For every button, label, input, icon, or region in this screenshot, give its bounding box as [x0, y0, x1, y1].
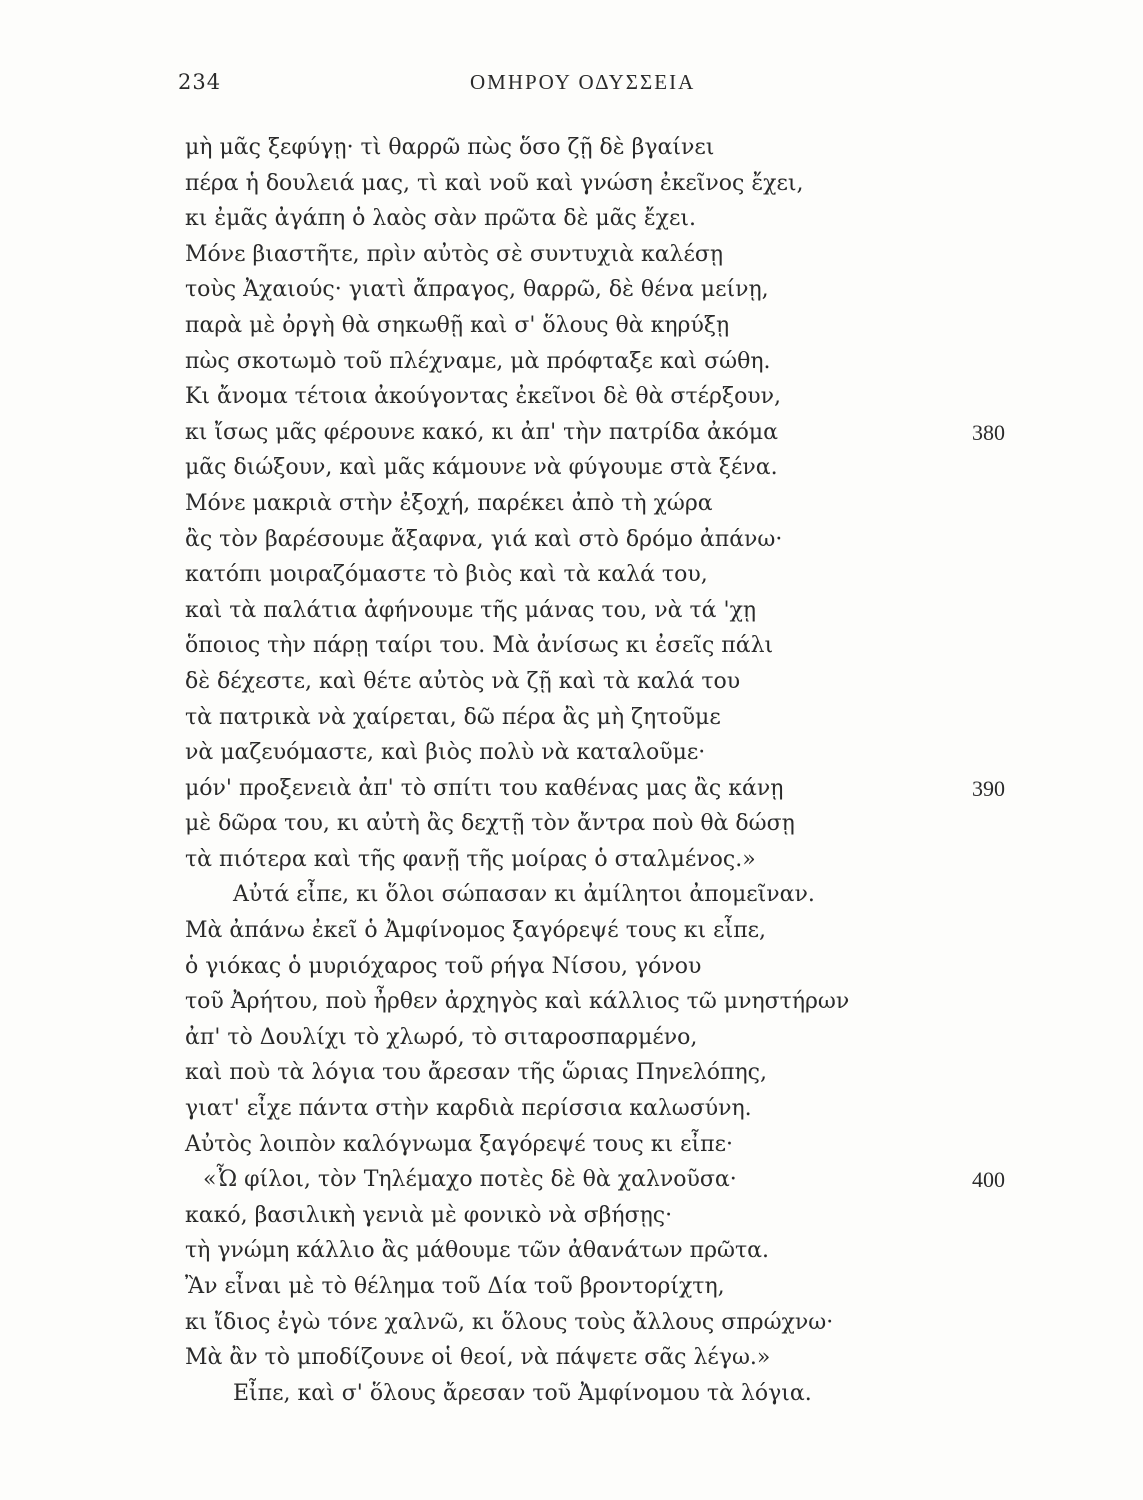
verse-line-text: Ἂν εἶναι μὲ τὸ θέλημα τοῦ Δία τοῦ βροντορίχτη, [185, 1274, 725, 1299]
verse-line-text: «Ὦ φίλοι, τὸν Τηλέμαχο ποτὲς δὲ θὰ χαλνοῦσα· [203, 1167, 737, 1193]
verse-line-text: τὰ πιότερα καὶ τῆς φανῇ τῆς μοίρας ὁ σταλμένος.» [185, 846, 756, 872]
verse-line [185, 557, 1085, 593]
verse-line-text: νὰ μαζευόμαστε, καὶ βιὸς πολὺ νὰ καταλοῦμε· [185, 740, 706, 766]
verse-line [185, 201, 1085, 237]
verse-line-text: τοῦ Ἀρήτου, ποὺ ἦρθεν ἀρχηγὸς καὶ κάλλιος τῶ μνηστήρων [185, 989, 850, 1015]
verse-line-text: Αὐτὸς λοιπὸν καλόγνωμα ξαγόρεψέ τους κι εἶπε· [185, 1131, 733, 1157]
verse-line-text: κατόπι μοιραζόμαστε τὸ βιὸς καὶ τὰ καλά του, [185, 562, 708, 588]
verse-line [185, 344, 1085, 380]
verse-line-text: κακό, βασιλικὴ γενιὰ μὲ φονικὸ νὰ σβήσῃς· [185, 1202, 673, 1228]
verse-line [185, 1091, 1085, 1127]
verse-line-text: μᾶς διώξουν, καὶ μᾶς κάμουνε νὰ φύγουμε στὰ ξένα. [185, 455, 778, 481]
verse-line [185, 486, 1085, 522]
verse-line [185, 1305, 1085, 1341]
verse-line [185, 308, 1085, 344]
verse-line-text: ἀπ' τὸ Δουλίχι τὸ χλωρό, τὸ σιταροσπαρμένο, [185, 1024, 698, 1050]
verse-line [185, 806, 1085, 842]
verse-line-text: πὼς σκοτωμὸ τοῦ πλέχναμε, μὰ πρόφταξε καὶ σώθη. [185, 348, 771, 374]
line-number: 390 [972, 775, 1005, 801]
verse-line [185, 1162, 1085, 1198]
verse-line [185, 1198, 1085, 1234]
line-number: 400 [972, 1167, 1005, 1193]
verse-line [185, 771, 1085, 807]
verse-line [185, 664, 1085, 700]
verse-line [185, 949, 1085, 985]
verse-line [185, 272, 1085, 308]
verse-line [185, 166, 1085, 202]
verse-line-text: ἂς τὸν βαρέσουμε ἄξαφνα, γιά καὶ στὸ δρόμο ἀπάνω· [185, 526, 783, 552]
line-number: 380 [972, 419, 1005, 445]
verse-line [185, 1020, 1085, 1056]
verse-line-text: Μὰ ἂν τὸ μποδίζουνε οἱ θεοί, νὰ πάψετε σᾶς λέγω.» [185, 1345, 771, 1371]
verse-line-text: Μόνε βιαστῆτε, πρὶν αὐτὸς σὲ συντυχιὰ καλέσῃ [185, 241, 724, 267]
verse-line-text: πέρα ἡ δουλειά μας, τὶ καὶ νοῦ καὶ γνώση ἐκεῖνος ἔχει, [185, 170, 804, 196]
verse-line [185, 984, 1085, 1020]
verse-line [185, 877, 1085, 913]
verse-line [185, 522, 1085, 558]
verse-line-text: δὲ δέχεστε, καὶ θέτε αὐτὸς νὰ ζῇ καὶ τὰ καλά του [185, 668, 741, 694]
verse-line-text: ὁ γιόκας ὁ μυριόχαρος τοῦ ρήγα Νίσου, γόνου [185, 953, 702, 979]
verse-line [185, 1233, 1085, 1269]
verse-line-text: Αὐτά εἶπε, κι ὅλοι σώπασαν κι ἀμίλητοι ἀπομεῖναν. [233, 882, 815, 908]
verse-line [185, 1269, 1085, 1305]
verse-line-text: τὴ γνώμη κάλλιο ἂς μάθουμε τῶν ἀθανάτων πρῶτα. [185, 1238, 770, 1264]
verse-line-text: παρὰ μὲ ὀργὴ θὰ σηκωθῇ καὶ σ' ὅλους θὰ κηρύξῃ [185, 312, 730, 338]
verse-line [185, 1340, 1085, 1376]
verse-line [185, 913, 1085, 949]
verse-line-text: Εἶπε, καὶ σ' ὅλους ἄρεσαν τοῦ Ἀμφίνομου τὰ λόγια. [233, 1380, 812, 1406]
verse-line-text: μὴ μᾶς ξεφύγῃ· τὶ θαρρῶ πὼς ὅσο ζῇ δὲ βγαίνει [185, 135, 715, 160]
verse-line [185, 735, 1085, 771]
verse-line [185, 1055, 1085, 1091]
verse-line-text: κι ἴδιος ἐγὼ τόνε χαλνῶ, κι ὅλους τοὺς ἄλλους σπρώχνω· [185, 1309, 834, 1335]
verse-line [185, 450, 1085, 486]
verse-line [185, 415, 1085, 451]
verse-line-text: τὰ πατρικὰ νὰ χαίρεται, δῶ πέρα ἂς μὴ ζητοῦμε [185, 704, 721, 730]
verse-line [185, 1127, 1085, 1163]
verse-line-text: Κι ἄνομα τέτοια ἀκούγοντας ἐκεῖνοι δὲ θὰ στέρξουν, [185, 384, 782, 410]
verse-line-text: γιατ' εἶχε πάντα στὴν καρδιὰ περίσσια καλωσύνη. [185, 1096, 752, 1122]
verse-line [185, 237, 1085, 273]
verse-line-text: Μόνε μακριὰ στὴν ἐξοχή, παρέκει ἀπὸ τὴ χώρα [185, 490, 713, 516]
verse-line [185, 1376, 1085, 1412]
verse-line [185, 700, 1085, 736]
verse-line-text: μὲ δῶρα του, κι αὐτὴ ἂς δεχτῇ τὸν ἄντρα ποὺ θὰ δώσῃ [185, 811, 795, 837]
verse-line-text: καὶ τὰ παλάτια ἀφήνουμε τῆς μάνας του, νὰ τά 'χῃ [185, 597, 757, 623]
running-title: ΟΜΗΡΟΥ ΟΔΥΣΣΕΙΑ [470, 70, 696, 94]
verse-line [185, 379, 1085, 415]
verse-line [185, 593, 1085, 629]
verse-line [185, 628, 1085, 664]
verse-line [185, 130, 1085, 166]
verse-text-block [185, 130, 1085, 1411]
verse-line-text: καὶ ποὺ τὰ λόγια του ἄρεσαν τῆς ὥριας Πηνελόπης, [185, 1060, 767, 1086]
verse-line-text: κι ἐμᾶς ἀγάπη ὁ λαὸς σὰν πρῶτα δὲ μᾶς ἔχει. [185, 206, 696, 232]
verse-line-text: μόν' προξενειὰ ἀπ' τὸ σπίτι του καθένας μας ἂς κάνῃ [185, 775, 784, 801]
verse-line [185, 842, 1085, 878]
verse-line-text: ὅποιος τὴν πάρῃ ταίρι του. Μὰ ἀνίσως κι ἐσεῖς πάλι [185, 633, 774, 659]
verse-line-text: τοὺς Ἀχαιούς· γιατὶ ἄπραγος, θαρρῶ, δὲ θένα μείνῃ, [185, 277, 769, 303]
verse-line-text: Μὰ ἀπάνω ἐκεῖ ὁ Ἀμφίνομος ξαγόρεψέ τους κι εἶπε, [185, 918, 767, 944]
verse-line-text: κι ἴσως μᾶς φέρουνε κακό, κι ἀπ' τὴν πατρίδα ἀκόμα [185, 419, 779, 445]
page-number: 234 [178, 70, 222, 94]
